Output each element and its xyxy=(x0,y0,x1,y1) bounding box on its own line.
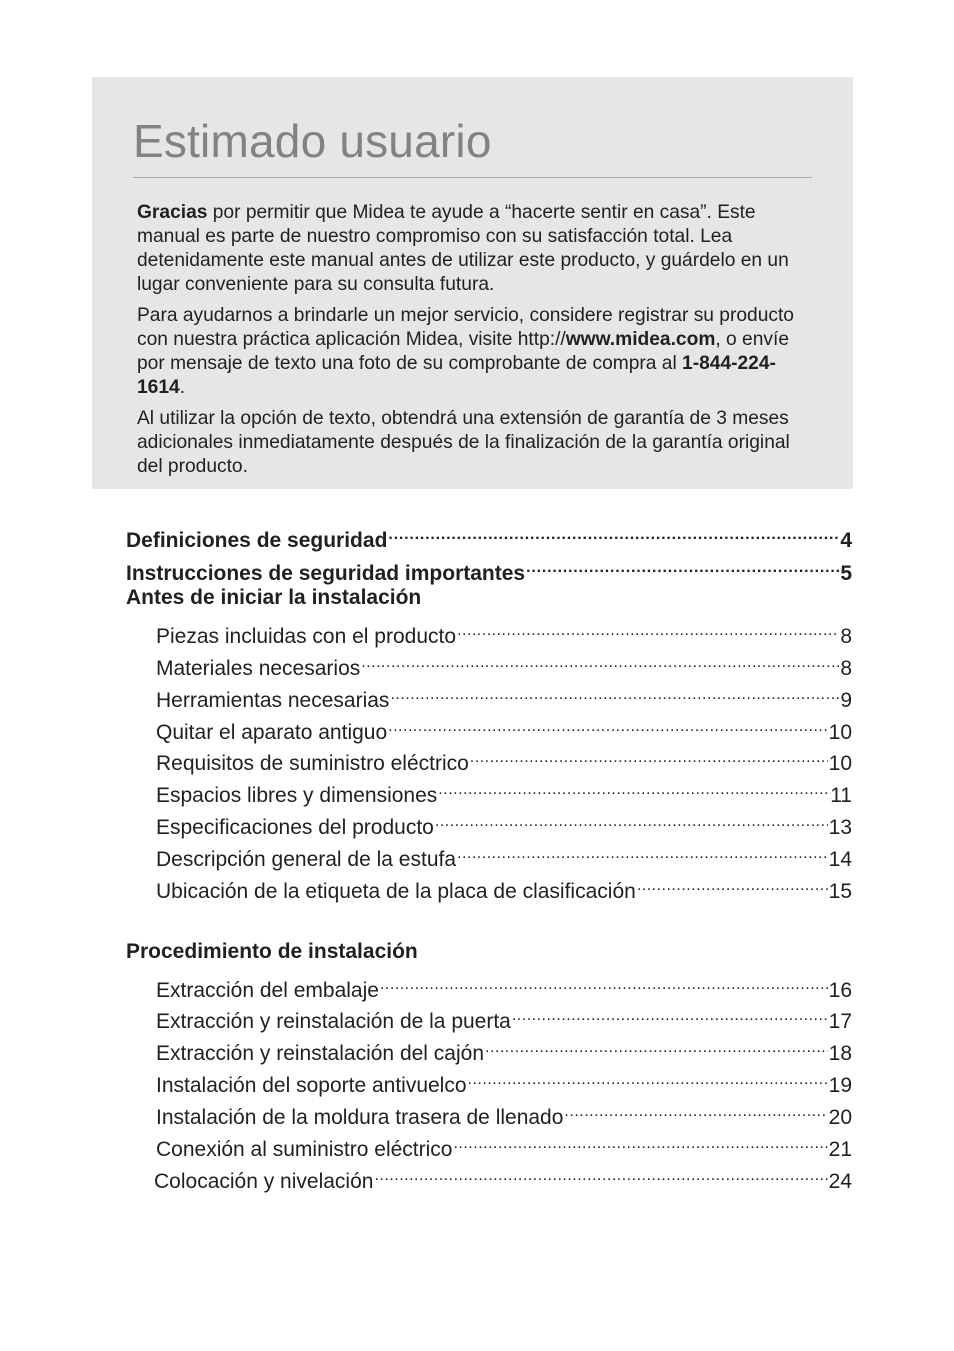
toc-page-number: 11 xyxy=(830,784,852,807)
toc-entry[interactable] xyxy=(156,649,852,682)
toc-page-number: 9 xyxy=(840,689,852,712)
toc-entry[interactable] xyxy=(156,1034,852,1067)
intro-text xyxy=(137,201,817,486)
intro-paragraph-1 xyxy=(137,201,817,297)
toc-entry-label: Ubicación de la etiqueta de la placa de clasificación xyxy=(156,880,636,903)
toc-dot-leader xyxy=(468,1066,828,1092)
toc-entry[interactable] xyxy=(156,971,852,1004)
toc-dot-leader xyxy=(388,713,827,739)
toc-entry[interactable] xyxy=(156,872,852,905)
toc-page-number: 18 xyxy=(828,1042,852,1065)
toc-entry-label: Extracción del embalaje xyxy=(156,979,379,1002)
toc-entry-label: Instalación del soporte antivuelco xyxy=(156,1074,467,1097)
toc-entry-label: Descripción general de la estufa xyxy=(156,848,457,871)
toc-section-heading xyxy=(126,585,852,611)
intro-p2-text-b: , o envíe por mensaje de texto una foto de su comprobante de compra al xyxy=(137,329,789,374)
toc-page-number: 16 xyxy=(828,979,852,1002)
toc-page-number: 15 xyxy=(828,880,852,903)
phone-number: 1-844-224-1614 xyxy=(137,353,776,398)
toc-entry-label: Colocación y nivelación xyxy=(154,1170,374,1193)
toc-heading-label: Procedimiento de instalación xyxy=(126,940,418,963)
toc-dot-leader xyxy=(453,1130,827,1156)
toc-dot-leader xyxy=(485,1034,828,1060)
toc-page-number: 24 xyxy=(828,1170,852,1193)
website-link[interactable]: www.midea.com xyxy=(565,329,716,350)
toc-page-number: 4 xyxy=(840,529,852,552)
toc-entry-label: Piezas incluidas con el producto xyxy=(156,625,457,648)
toc-entry[interactable] xyxy=(154,1162,852,1195)
toc-dot-leader xyxy=(526,554,839,580)
toc-entry[interactable] xyxy=(156,1098,852,1131)
toc-entry-label: Instalación de la moldura trasera de llenado xyxy=(156,1106,564,1129)
toc-entry[interactable] xyxy=(156,713,852,746)
toc-page-number: 19 xyxy=(828,1074,852,1097)
toc-heading-label: Antes de iniciar la instalación xyxy=(126,586,422,609)
toc-dot-leader xyxy=(470,744,828,770)
intro-p2-text-a: Para ayudarnos a brindarle un mejor servicio, considere registrar su producto con nuestra práctica aplicación Midea, visite http:// xyxy=(137,305,794,350)
toc-dot-leader xyxy=(438,776,829,802)
intro-paragraph-3: Al utilizar la opción de texto, obtendrá una extensión de garantía de 3 meses adicionales inmediatamente después de la finalización de la garantía original del producto. xyxy=(137,408,790,477)
intro-panel xyxy=(92,77,853,489)
toc-entry-label: Definiciones de seguridad xyxy=(126,529,388,552)
toc-entry[interactable] xyxy=(156,808,852,841)
toc-dot-leader xyxy=(512,1002,828,1028)
intro-p1-text: por permitir que Midea te ayude a “hacerte sentir en casa”. Este manual es parte de nuestro compromiso con su satisfacción total. Lea detenidamente este manual antes de utilizar este producto, y guárdelo en un lugar conveniente para su consulta futura. xyxy=(137,202,789,295)
toc-entry[interactable] xyxy=(156,840,852,873)
toc-entry-label: Extracción y reinstalación del cajón xyxy=(156,1042,485,1065)
toc-entry[interactable] xyxy=(156,1002,852,1035)
toc-dot-leader xyxy=(390,681,839,707)
toc-entry-label: Materiales necesarios xyxy=(156,657,361,680)
toc-dot-leader xyxy=(388,521,839,547)
toc-dot-leader xyxy=(374,1162,827,1188)
toc-entry-label: Quitar el aparato antiguo xyxy=(156,721,388,744)
toc-entry-label: Conexión al suministro eléctrico xyxy=(156,1138,453,1161)
toc-page-number: 5 xyxy=(840,562,852,585)
page-title: Estimado usuario xyxy=(133,115,492,167)
title-divider xyxy=(133,177,812,178)
toc-entry-label: Extracción y reinstalación de la puerta xyxy=(156,1010,511,1033)
toc-entry[interactable] xyxy=(156,1130,852,1163)
toc-dot-leader xyxy=(435,808,828,834)
toc-entry-label: Herramientas necesarias xyxy=(156,689,390,712)
toc-entry[interactable] xyxy=(156,617,852,650)
intro-p2-text-c: . xyxy=(179,377,186,398)
toc-dot-leader xyxy=(457,840,828,866)
toc-entry[interactable] xyxy=(156,744,852,777)
toc-page-number: 10 xyxy=(828,721,852,744)
toc-section-heading xyxy=(126,939,852,965)
toc-page-number: 14 xyxy=(828,848,852,871)
toc-entry[interactable] xyxy=(156,776,852,809)
toc-entry[interactable] xyxy=(156,681,852,714)
toc-page-number: 13 xyxy=(828,816,852,839)
toc-entry-label: Espacios libres y dimensiones xyxy=(156,784,438,807)
toc-page-number: 17 xyxy=(828,1010,852,1033)
thanks-word: Gracias xyxy=(137,202,208,223)
toc-page-number: 20 xyxy=(828,1106,852,1129)
toc-entry-label: Instrucciones de seguridad importantes xyxy=(126,562,526,585)
toc-dot-leader xyxy=(361,649,839,675)
toc-entry[interactable] xyxy=(156,1066,852,1099)
toc-entry[interactable] xyxy=(126,554,852,587)
intro-paragraph-2 xyxy=(137,304,817,400)
toc-page-number: 10 xyxy=(828,752,852,775)
toc-entry-label: Requisitos de suministro eléctrico xyxy=(156,752,469,775)
toc-dot-leader xyxy=(380,971,828,997)
toc-dot-leader xyxy=(637,872,828,898)
toc-page-number: 21 xyxy=(828,1138,852,1161)
toc-entry-label: Especificaciones del producto xyxy=(156,816,434,839)
toc-page-number: 8 xyxy=(840,657,852,680)
toc-dot-leader xyxy=(457,617,839,643)
toc-dot-leader xyxy=(564,1098,827,1124)
toc-page-number: 8 xyxy=(840,625,852,648)
toc-entry[interactable] xyxy=(126,521,852,554)
